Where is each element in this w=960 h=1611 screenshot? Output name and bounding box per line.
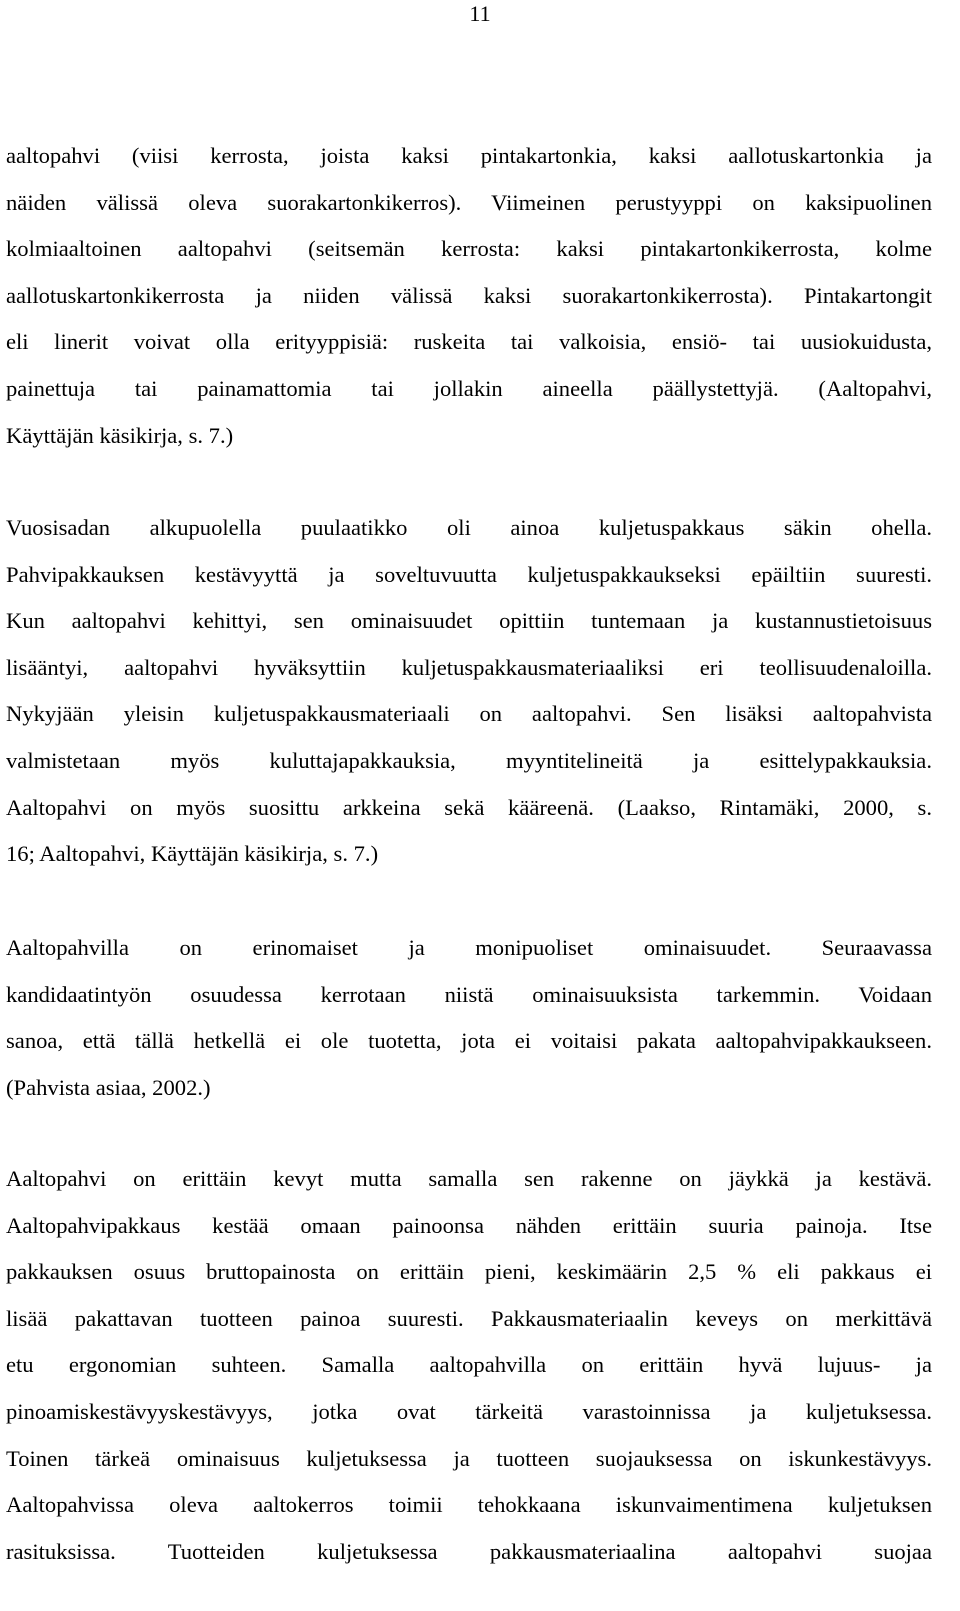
text-line: lisääntyi, aaltopahvi hyväksyttiin kuljetuspakkausmateriaaliksi eri teollisuudenaloilla. xyxy=(6,654,932,680)
text-line: Pahvipakkauksen kestävyyttä ja soveltuvuutta kuljetuspakkaukseksi epäiltiin suuresti. xyxy=(6,561,932,587)
text-line: Vuosisadan alkupuolella puulaatikko oli ainoa kuljetuspakkaus säkin ohella. xyxy=(6,515,932,540)
text-line: Toinen tärkeä ominaisuus kuljetuksessa ja tuotteen suojauksessa on iskunkestävyys. xyxy=(6,1445,932,1471)
text-line: Aaltopahvi on myös suosittu arkkeina sekä kääreenä. (Laakso, Rintamäki, 2000, s. xyxy=(6,794,932,820)
text-line: aallotuskartonkikerrosta ja niiden välissä kaksi suorakartonkikerrosta). Pintakartongit xyxy=(6,282,932,308)
text-line: Käyttäjän käsikirja, s. 7.) xyxy=(6,422,234,448)
text-line: Aaltopahvissa oleva aaltokerros toimii tehokkaana iskunvaimentimena kuljetuksen xyxy=(6,1492,932,1518)
text-line: painettuja tai painamattomia tai jollakin aineella päällystettyjä. (Aaltopahvi, xyxy=(6,375,932,401)
page-number: 11 xyxy=(469,1,491,26)
text-line: kolmiaaltoinen aaltopahvi (seitsemän kerrosta: kaksi pintakartonkikerrosta, kolme xyxy=(6,236,932,262)
paragraph-lightness-strength xyxy=(6,1156,932,1575)
text-line: aaltopahvi (viisi kerrosta, joista kaksi pintakartonkia, kaksi aallotuskartonkia ja xyxy=(6,143,932,168)
text-line: Kun aaltopahvi kehittyi, sen ominaisuudet opittiin tuntemaan ja kustannustietoisuus xyxy=(6,608,932,634)
text-line: sanoa, että tällä hetkellä ei ole tuotetta, jota ei voitaisi pakata aaltopahvipakkaukseen. xyxy=(6,1028,932,1054)
text-line: pinoamiskestävyyskestävyys, jotka ovat tärkeitä varastoinnissa ja kuljetuksessa. xyxy=(6,1398,932,1424)
text-line: Aaltopahvilla on erinomaiset ja monipuoliset ominaisuudet. Seuraavassa xyxy=(6,935,932,960)
text-line: 16; Aaltopahvi, Käyttäjän käsikirja, s. 7.) xyxy=(6,841,379,867)
text-line: lisää pakattavan tuotteen painoa suuresti. Pakkausmateriaalin keveys on merkittävä xyxy=(6,1305,932,1331)
text-line: kandidaatintyön osuudessa kerrotaan niistä ominaisuuksista tarkemmin. Voidaan xyxy=(6,981,932,1007)
paragraph-properties-intro xyxy=(6,925,932,1111)
paragraph-history xyxy=(6,505,932,878)
text-line: Aaltopahvipakkaus kestää omaan painoonsa nähden erittäin suuria painoja. Itse xyxy=(6,1212,932,1238)
text-line: Nykyjään yleisin kuljetuspakkausmateriaali on aaltopahvi. Sen lisäksi aaltopahvista xyxy=(6,701,932,727)
text-line: valmistetaan myös kuluttajapakkauksia, myyntitelineitä ja esittelypakkauksia. xyxy=(6,747,932,773)
text-line: näiden välissä oleva suorakartonkikerros). Viimeinen perustyyppi on kaksipuolinen xyxy=(6,189,932,215)
text-line: Aaltopahvi on erittäin kevyt mutta samalla sen rakenne on jäykkä ja kestävä. xyxy=(6,1166,932,1191)
text-line: eli linerit voivat olla erityyppisiä: ruskeita tai valkoisia, ensiö- tai uusiokuidusta, xyxy=(6,329,932,355)
text-line: (Pahvista asiaa, 2002.) xyxy=(6,1074,211,1100)
paragraph-layer-structure xyxy=(6,133,932,459)
text-line: rasituksissa. Tuotteiden kuljetuksessa pakkausmateriaalina aaltopahvi suojaa xyxy=(6,1538,932,1564)
text-line: pakkauksen osuus bruttopainosta on erittäin pieni, keskimäärin 2,5 % eli pakkaus ei xyxy=(6,1259,932,1285)
text-line: etu ergonomian suhteen. Samalla aaltopahvilla on erittäin hyvä lujuus- ja xyxy=(6,1352,932,1378)
